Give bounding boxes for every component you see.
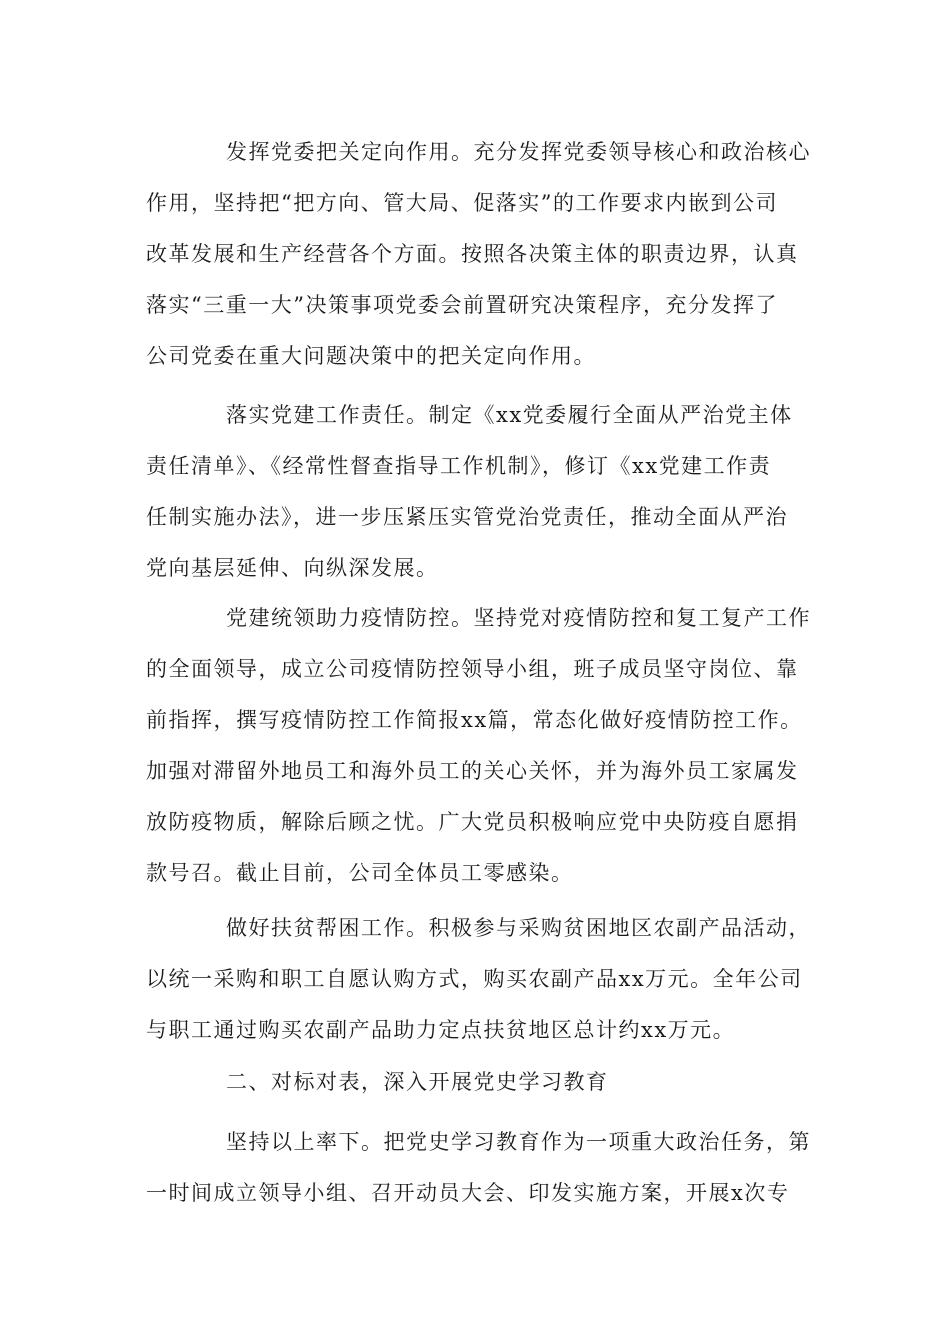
text-line: 款号召。截止目前，公司全体员工零感染。 [146, 861, 574, 885]
text-line: 发挥党委把关定向作用。充分发挥党委领导核心和政治核心 [226, 140, 811, 164]
paragraph-lead-by-example [146, 1117, 826, 1219]
text-line: 的全面领导，成立公司疫情防控领导小组，班子成员坚守岗位、靠 [146, 657, 799, 681]
text-line: 作用，坚持把“把方向、管大局、促落实”的工作要求内嵌到公司 [146, 191, 778, 215]
text-line: 前指挥，撰写疫情防控工作简报xx篇，常态化做好疫情防控工作。 [146, 708, 803, 732]
text-line: 与职工通过购买农副产品助力定点扶贫地区总计约xx万元。 [146, 1018, 736, 1042]
paragraph-party-building-responsibility [146, 390, 826, 594]
text-line: 坚持以上率下。把党史学习教育作为一项重大政治任务，第 [226, 1130, 811, 1154]
paragraph-party-committee-role [146, 127, 826, 382]
text-line: 党建统领助力疫情防控。坚持党对疫情防控和复工复产工作 [226, 606, 811, 630]
text-line: 党向基层延伸、向纵深发展。 [146, 556, 439, 580]
heading-text: 二、对标对表，深入开展党史学习教育 [226, 1070, 609, 1094]
section-heading [146, 1057, 826, 1108]
text-line: 放防疫物质，解除后顾之忧。广大党员积极响应党中央防疫自愿捐 [146, 810, 799, 834]
text-line: 落实“三重一大”决策事项党委会前置研究决策程序，充分发挥了 [146, 293, 778, 317]
text-line: 任制实施办法》，进一步压紧压实管党治党责任，推动全面从严治 [146, 505, 788, 529]
text-line: 落实党建工作责任。制定《xx党委履行全面从严治党主体 [226, 403, 793, 427]
text-line: 以统一采购和职工自愿认购方式，购买农副产品xx万元。全年公司 [146, 967, 803, 991]
text-line: 责任清单》、《经常性督查指导工作机制》，修订《xx党建工作责 [146, 454, 772, 478]
text-line: 改革发展和生产经营各个方面。按照各决策主体的职责边界，认真 [146, 242, 799, 266]
text-line: 做好扶贫帮困工作。积极参与采购贫困地区农副产品活动， [226, 916, 811, 940]
paragraph-poverty-alleviation [146, 903, 826, 1056]
paragraph-epidemic-prevention [146, 593, 826, 899]
text-line: 一时间成立领导小组、召开动员大会、印发实施方案，开展x次专 [146, 1181, 790, 1205]
text-line: 加强对滞留外地员工和海外员工的关心关怀，并为海外员工家属发 [146, 759, 799, 783]
text-line: 公司党委在重大问题决策中的把关定向作用。 [146, 344, 596, 368]
